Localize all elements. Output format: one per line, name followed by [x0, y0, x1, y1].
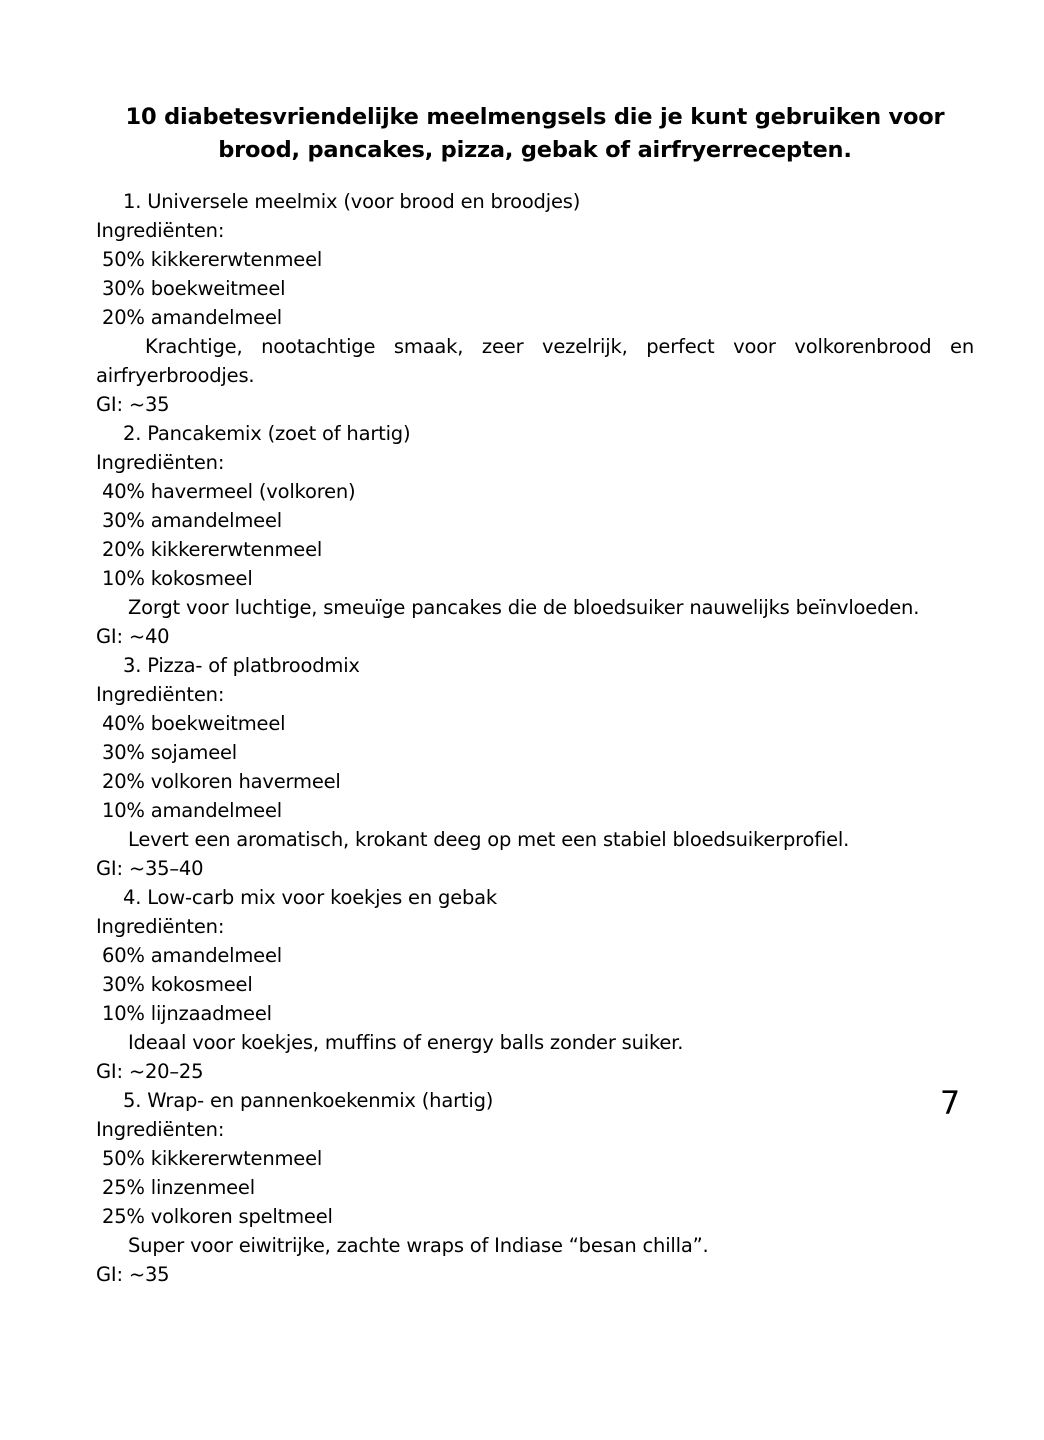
page-title: 10 diabetesvriendelijke meelmengsels die je kunt gebruiken voor brood, pancakes, pizza, gebak of airfryerrecepten. [125, 104, 945, 163]
ingredient-item: 10% kokosmeel [102, 567, 253, 590]
section-description: Zorgt voor luchtige, smeuïge pancakes die de bloedsuiker nauwelijks beïnvloeden. [128, 596, 920, 619]
section-description: Levert een aromatisch, krokant deeg op met een stabiel bloedsuikerprofiel. [128, 828, 850, 851]
gi-value: GI: ~40 [96, 625, 170, 648]
section-heading: 3. Pizza- of platbroodmix [123, 654, 360, 677]
mix-section [96, 187, 974, 419]
ingredient-item: 50% kikkererwtenmeel [102, 248, 323, 271]
ingredient-item: 30% boekweitmeel [102, 277, 286, 300]
ingredient-item: 20% kikkererwtenmeel [102, 538, 323, 561]
ingredient-item: 25% linzenmeel [102, 1176, 255, 1199]
ingredients-label: Ingrediënten: [96, 915, 225, 938]
ingredients-label: Ingrediënten: [96, 683, 225, 706]
ingredient-item: 20% amandelmeel [102, 306, 282, 329]
ingredients-label: Ingrediënten: [96, 451, 225, 474]
ingredient-item: 20% volkoren havermeel [102, 770, 341, 793]
section-heading: 5. Wrap- en pannenkoekenmix (hartig) [123, 1089, 494, 1112]
ingredient-item: 10% lijnzaadmeel [102, 1002, 272, 1025]
section-heading: 2. Pancakemix (zoet of hartig) [123, 422, 411, 445]
ingredient-item: 30% kokosmeel [102, 973, 253, 996]
ingredient-item: 30% sojameel [102, 741, 238, 764]
mix-section [96, 883, 974, 1086]
ingredient-item: 60% amandelmeel [102, 944, 282, 967]
section-description: Ideaal voor koekjes, muffins of energy balls zonder suiker. [128, 1031, 684, 1054]
document-body [96, 187, 974, 1289]
ingredient-item: 25% volkoren speltmeel [102, 1205, 333, 1228]
section-heading: 4. Low-carb mix voor koekjes en gebak [123, 886, 498, 909]
page-number: 7 [939, 1084, 961, 1122]
section-description: Super voor eiwitrijke, zachte wraps of Indiase “besan chilla”. [128, 1234, 709, 1257]
mix-section [96, 419, 974, 651]
ingredients-label: Ingrediënten: [96, 1118, 225, 1141]
ingredient-item: 10% amandelmeel [102, 799, 282, 822]
ingredient-item: 40% boekweitmeel [102, 712, 286, 735]
ingredient-item: 30% amandelmeel [102, 509, 282, 532]
gi-value: GI: ~20–25 [96, 1060, 204, 1083]
mix-section [96, 1086, 974, 1289]
section-heading: 1. Universele meelmix (voor brood en broodjes) [123, 190, 581, 213]
ingredient-item: 40% havermeel (volkoren) [102, 480, 356, 503]
mix-section [96, 651, 974, 883]
section-description: Krachtige, nootachtige smaak, zeer vezelrijk, perfect voor volkorenbrood en airfryerbroodjes. [96, 335, 974, 387]
gi-value: GI: ~35–40 [96, 857, 204, 880]
ingredient-item: 50% kikkererwtenmeel [102, 1147, 323, 1170]
ingredients-label: Ingrediënten: [96, 219, 225, 242]
gi-value: GI: ~35 [96, 1263, 170, 1286]
gi-value: GI: ~35 [96, 393, 170, 416]
